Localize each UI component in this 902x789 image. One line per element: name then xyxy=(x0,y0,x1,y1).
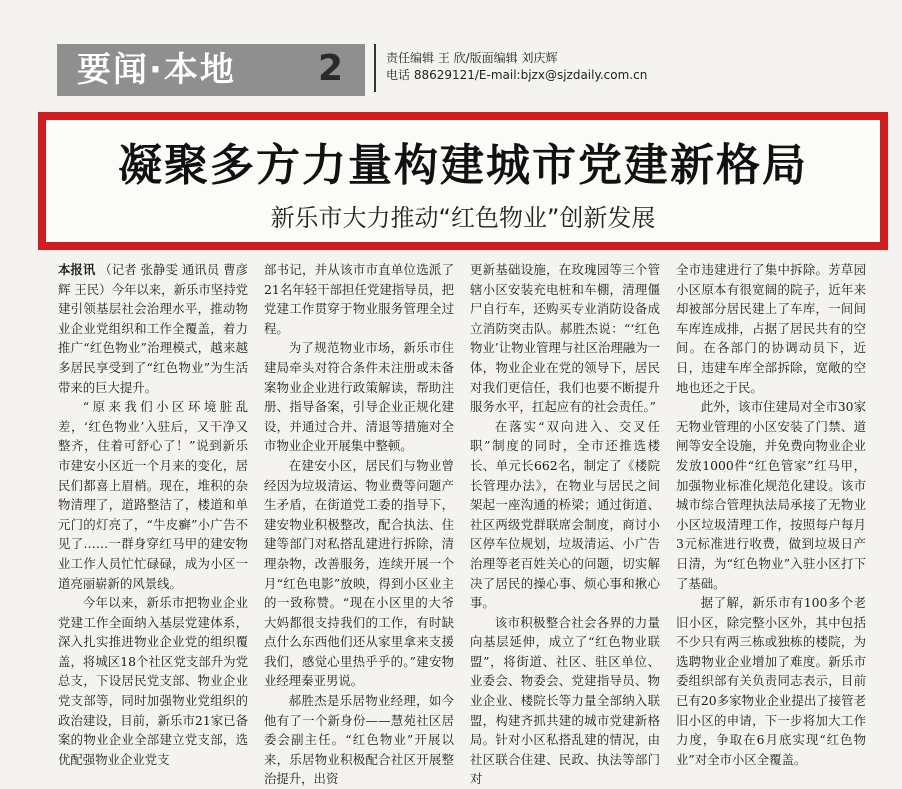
paragraph: 据了解，新乐市有100多个老旧小区，除完整小区外，其中包括不少只有两三栋或独栋的楼院，为选聘物业企业增加了难度。新乐市委组织部有关负责同志表示，目前已有20多家物业企业提出了接管老旧小区的申请，下一步将加大工作力度，争取在6月底实现“红色物业”对全市小区全覆盖。 xyxy=(676,595,866,767)
masthead-divider xyxy=(374,44,376,92)
paragraph: 在建安小区，居民们与物业曾经因为垃圾清运、物业费等问题产生矛盾，在街道党工委的指导下，建安物业积极整改，配合执法、住建等部门对私搭乱建进行拆除，清理杂物，改善服务，连续开展一个月“红色电影”放映，得到小区业主的一致称赞。“现在小区里的大爷大妈都很支持我们的工作，有时缺点什么东西他们还从家里拿来支援我们，感觉心里热乎乎的。”建安物业经理秦亚男说。 xyxy=(264,457,454,689)
editors-line: 责任编辑 王 欣/版面编辑 刘庆辉 xyxy=(386,51,558,65)
paragraph: 部书记，并从该市市直单位选派了21名年轻干部担任党建指导员，把党建工作贯穿于物业服务管理全过程。 xyxy=(264,262,454,336)
section-title: 要闻·本地 xyxy=(77,50,236,90)
paragraph: 为了规范物业市场，新乐市住建局牵头对符合条件未注册或未备案物业企业进行政策解读，帮助注册、指导备案，引导企业正规化建设，并通过合并、清退等措施对全市物业企业开展集中整顿。 xyxy=(264,340,454,454)
byline-label: 本报讯 xyxy=(58,262,96,277)
byline-text: （记者 张静雯 通讯员 曹彦辉 王民）今年以来，新乐市坚持党建引领基层社会治理水平，推动物业企业党组织和工作全覆盖，着力推广“红色物业”治理模式，越来越多居民享受到了“红色物业”为生活带来的巨大提升。 xyxy=(58,262,248,395)
column-3 xyxy=(470,260,660,789)
masthead xyxy=(0,0,902,100)
subheadline: 新乐市大力推动“红色物业”创新发展 xyxy=(270,204,656,232)
paragraph: 今年以来，新乐市把物业企业党建工作全面纳入基层党建体系，深入扎实推进物业企业党的组织覆盖，将城区18个社区党支部升为党总支，下设居民党支部、物业企业党支部等，同时加强物业党组织的政治建设，目前，新乐市21家已备案的物业企业全部建立党支部，选优配强物业企业党支 xyxy=(58,595,248,767)
paragraph: 该市积极整合社会各界的力量向基层延伸，成立了“红色物业联盟”，将街道、社区、驻区单位、业委会、物委会、党建指导员、物业企业、楼院长等力量全部纳入联盟，构建齐抓共建的城市党建新格局。针对小区私搭乱建的情况，由社区联合住建、民政、执法等部门对 xyxy=(470,614,660,787)
lead-paragraph xyxy=(58,260,248,397)
paragraph: “原来我们小区环境脏乱差，‘红色物业’入驻后，又干净又整齐，住着可舒心了！”说到新乐市建安小区近一个月来的变化，居民们都喜上眉梢。现在，堆积的杂物清理了，道路整洁了，楼道和单元门的灯亮了，“牛皮癣”小广告不见了……一群身穿红马甲的建安物业工作人员忙忙碌碌，成为小区一道亮丽崭新的风景线。 xyxy=(58,399,248,591)
headline: 凝聚多方力量构建城市党建新格局 xyxy=(118,140,808,191)
paragraph: 全市违建进行了集中拆除。芳草园小区原本有很宽阔的院子，近年来却被部分居民建上了车库，一间间车库连成排，占据了居民共有的空间。在各部门的协调动员下，近日，违建车库全部拆除，宽敞的空地也还之于民。 xyxy=(676,262,866,395)
column-1 xyxy=(58,260,248,769)
contact-line: 电话 88629121/E-mail:bjzx@sjzdaily.com.cn xyxy=(386,68,648,82)
column-4 xyxy=(676,260,866,769)
editor-info xyxy=(386,50,647,84)
paragraph: 更新基础设施，在玫瑰园等三个管辖小区安装充电桩和车棚，清理僵尸自行车，还购买专业消防设备成立消防突击队。郝胜杰说：“‘红色物业’让物业管理与社区治理融为一体，物业企业在党的领导下，居民对我们更信任，我们也要不断提升服务水平，扛起应有的社会责任。” xyxy=(470,262,660,415)
page-number: 2 xyxy=(318,48,344,89)
paragraph: 此外，该市住建局对全市30家无物业管理的小区安装了门禁、道闸等安全设施，并免费向物业企业发放1000件“红色管家”红马甲，加强物业标准化规范化建设。该市城市综合管理执法局承接了无物业小区垃圾清理工作，按照每户每月3元标准进行收费，做到垃圾日产日清，为“红色物业”入驻小区打下了基础。 xyxy=(676,399,866,591)
headline-frame xyxy=(38,112,888,250)
paragraph: 在落实“双向进入、交叉任职”制度的同时，全市还推选楼长、单元长662名，制定了《楼院长管理办法》，在物业与居民之间架起一座沟通的桥梁；通过街道、社区两级党群联席会制度，商讨小区停车位规划，垃圾清运、小广告治理等老百姓关心的问题，切实解决了居民的操心事、烦心事和揪心事。 xyxy=(470,418,660,611)
paragraph: 郝胜杰是乐居物业经理，如今他有了一个新身份——慧苑社区居委会副主任。“红色物业”开展以来，乐居物业积极配合社区开展整治提升，出资 xyxy=(264,693,454,787)
article-body xyxy=(58,260,890,787)
column-2 xyxy=(264,260,454,789)
